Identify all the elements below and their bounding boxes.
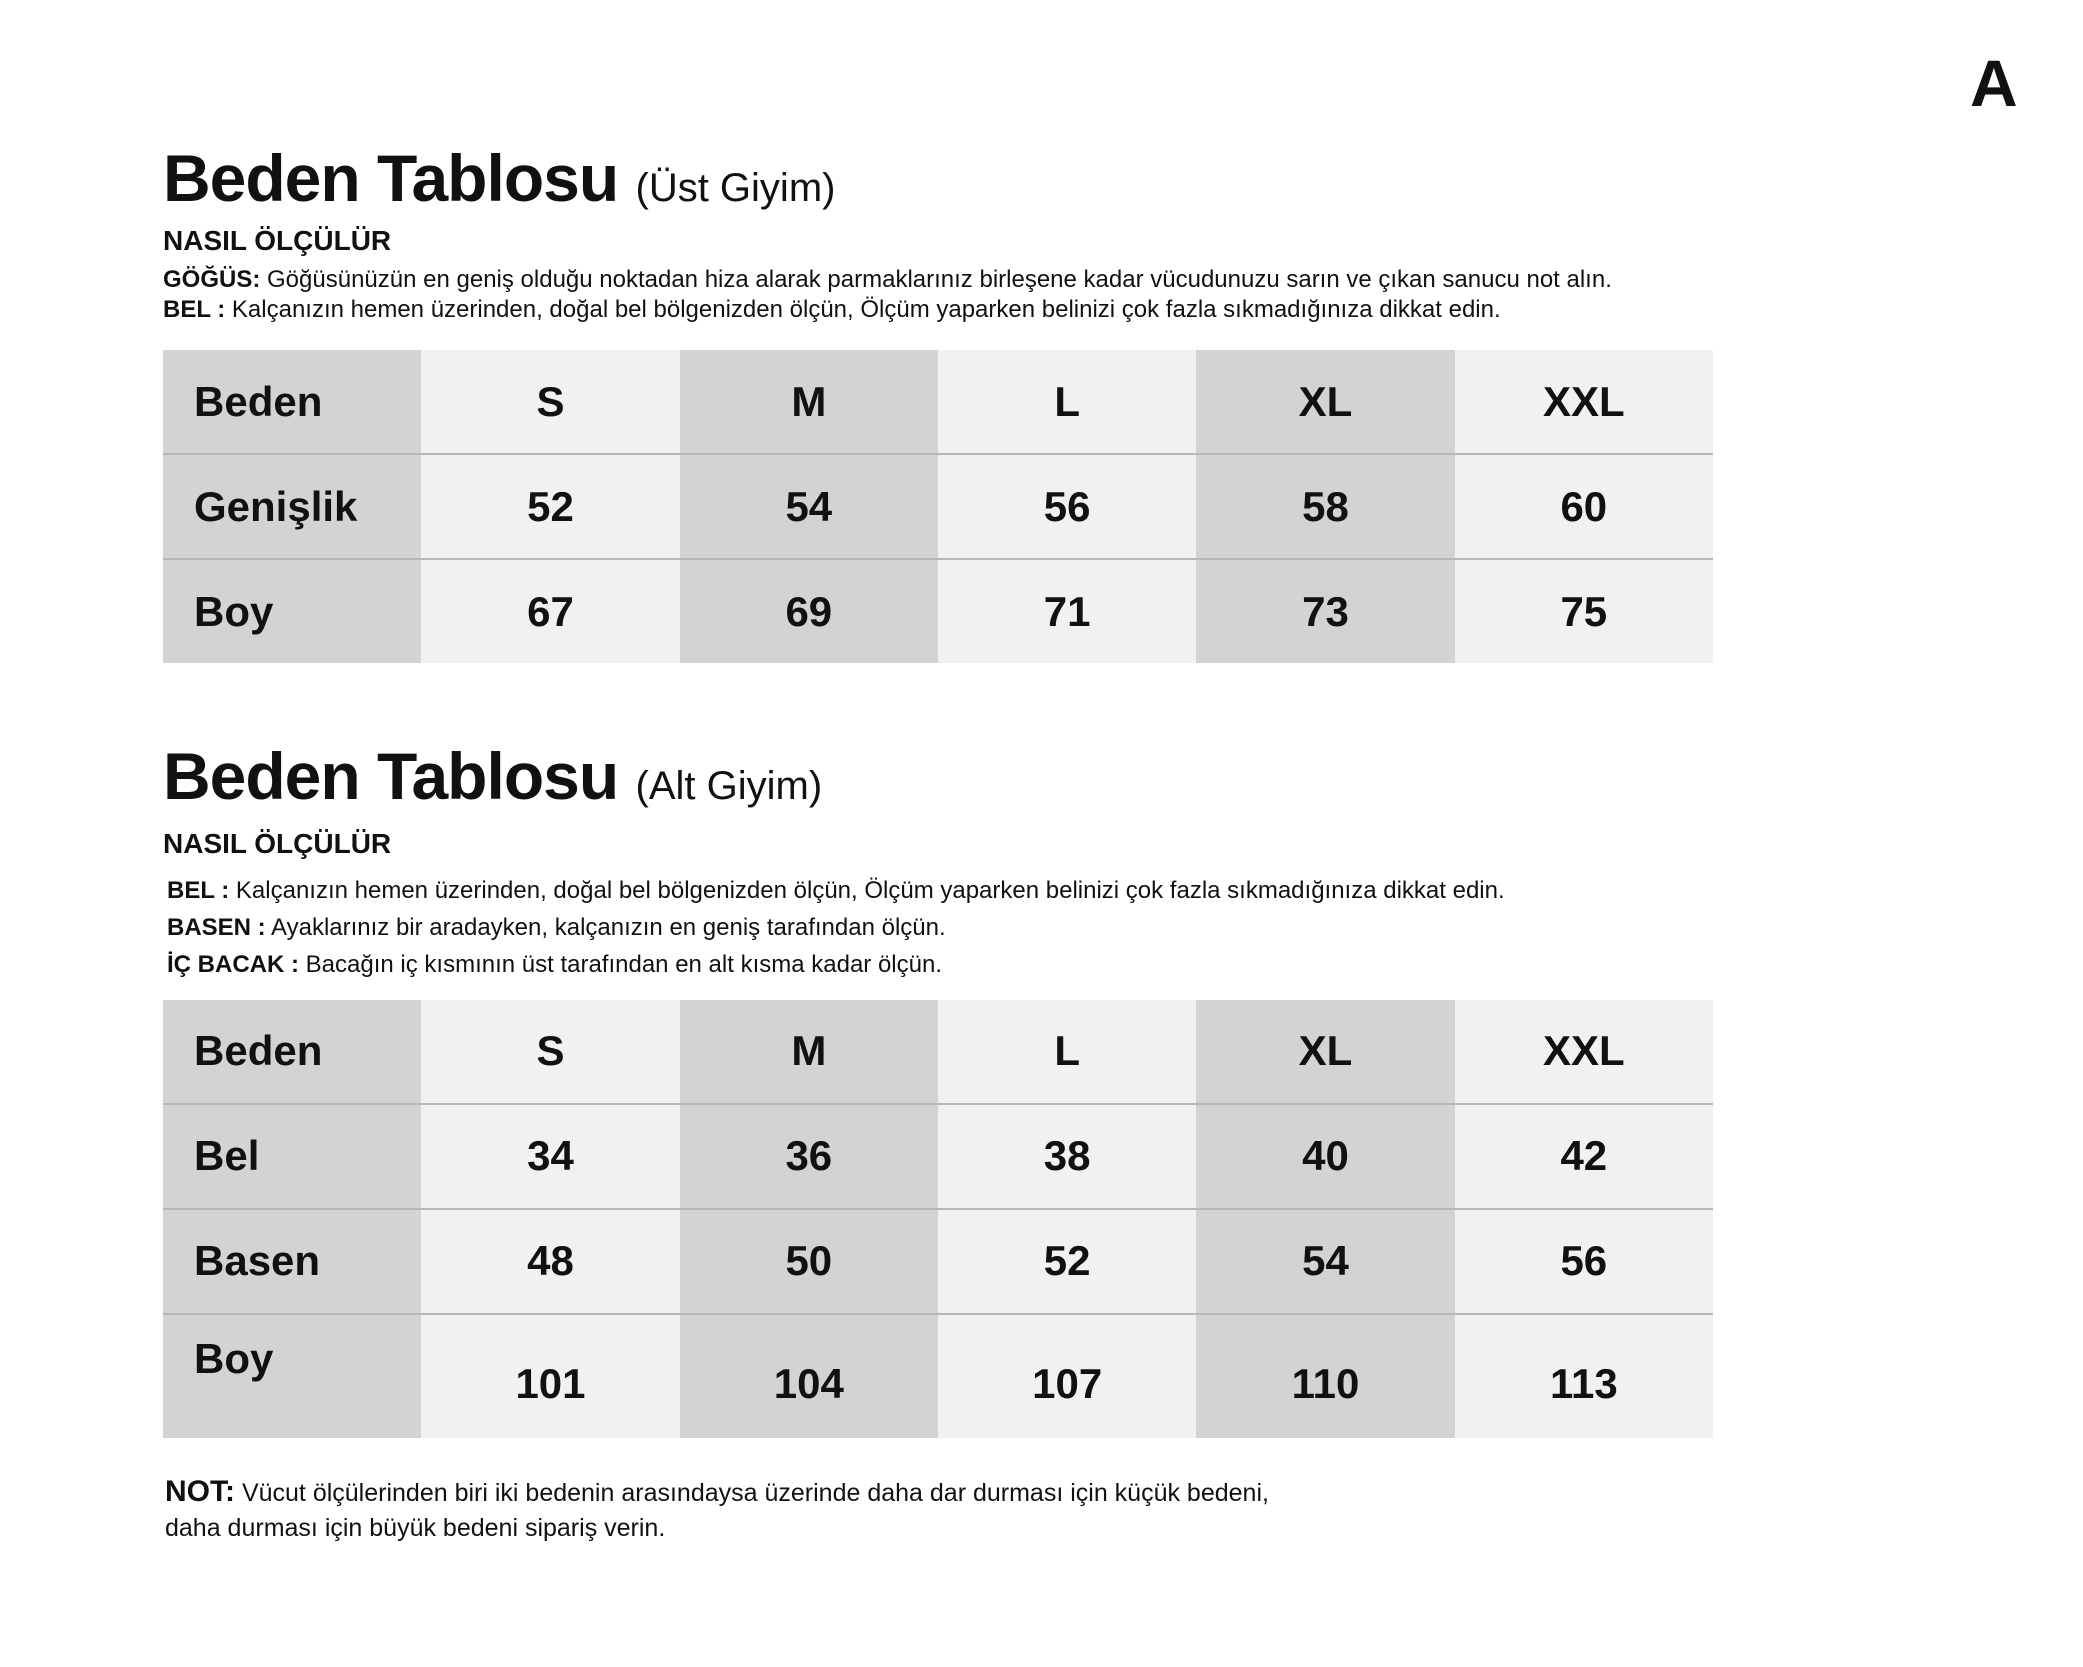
table-cell: 34: [421, 1104, 679, 1209]
instruction-label: BEL :: [163, 296, 226, 323]
table-cell: 36: [680, 1104, 938, 1209]
table-cell: 71: [938, 559, 1196, 663]
instruction-text: Ayaklarınız bir aradayken, kalçanızın en geniş tarafından ölçün.: [265, 914, 946, 942]
title-text: Beden Tablosu: [163, 739, 619, 813]
table-cell: 113: [1455, 1314, 1713, 1438]
how-to-measure-heading: NASIL ÖLÇÜLÜR: [163, 225, 392, 256]
row-label: Genişlik: [163, 454, 421, 559]
title-subtitle: (Alt Giyim): [635, 764, 823, 808]
table-cell: 60: [1455, 454, 1713, 559]
instruction-label: İÇ BACAK :: [167, 951, 299, 979]
instruction-text: Göğüsünüzün en geniş olduğu noktadan hiza alarak parmaklarınız birleşene kadar vücudunuzu sarın ve çıkan sanucu not alın.: [260, 266, 1612, 293]
header-cell: Beden: [163, 350, 421, 454]
table-cell: 73: [1196, 559, 1454, 663]
row-label: Boy: [163, 1314, 421, 1438]
row-label: Basen: [163, 1209, 421, 1314]
header-cell: XL: [1196, 350, 1454, 454]
instruction-label: BEL :: [167, 877, 230, 904]
note-line-2: daha durması için büyük bedeni sipariş verin.: [165, 1513, 666, 1542]
how-to-measure-heading: NASIL ÖLÇÜLÜR: [163, 828, 392, 859]
instruction-text: Kalçanızın hemen üzerinden, doğal bel bölgenizden ölçün, Ölçüm yaparken belinizi çok fazla sıkmadığınıza dikkat edin.: [229, 877, 1505, 904]
header-cell: S: [421, 1000, 679, 1104]
table-cell: 54: [680, 454, 938, 559]
table-cell: 40: [1196, 1104, 1454, 1209]
table-cell: 75: [1455, 559, 1713, 663]
header-cell: M: [680, 1000, 938, 1104]
table-cell: 107: [938, 1314, 1196, 1438]
row-label: Bel: [163, 1104, 421, 1209]
instruction-inseam: [167, 946, 1713, 983]
size-table: [163, 1000, 1713, 1438]
table-header-row: [163, 350, 1713, 454]
instruction-label: GÖĞÜS:: [163, 266, 261, 293]
note-label: NOT:: [165, 1475, 235, 1508]
instruction-chest: [163, 265, 1713, 295]
note-line-1: [165, 1475, 1269, 1508]
table-cell: 52: [421, 454, 679, 559]
size-note: [165, 1472, 1269, 1545]
table-cell: 56: [1455, 1209, 1713, 1314]
table-cell: 38: [938, 1104, 1196, 1209]
header-cell: M: [680, 350, 938, 454]
instruction-waist: [167, 872, 1713, 909]
measure-instructions: [163, 872, 1713, 984]
table-cell: 67: [421, 559, 679, 663]
row-label: Boy: [163, 559, 421, 663]
table-cell: 48: [421, 1209, 679, 1314]
table-cell: 104: [680, 1314, 938, 1438]
header-cell: S: [421, 350, 679, 454]
table-cell: 56: [938, 454, 1196, 559]
header-cell: XXL: [1455, 350, 1713, 454]
note-text: Vücut ölçülerinden biri iki bedenin arasındaysa üzerinde daha dar durması için küçük bedeni,: [235, 1479, 1269, 1507]
table-row: [163, 454, 1713, 559]
measure-instructions: [163, 265, 1713, 325]
table-row: [163, 1209, 1713, 1314]
title-text: Beden Tablosu: [163, 141, 619, 215]
instruction-hip: [167, 909, 1713, 946]
table-row: [163, 1104, 1713, 1209]
size-chart-bottom: [163, 739, 1713, 1438]
table-cell: 69: [680, 559, 938, 663]
size-chart-top: [163, 141, 1713, 663]
instruction-text: Kalçanızın hemen üzerinden, doğal bel bölgenizden ölçün, Ölçüm yaparken belinizi çok fazla sıkmadığınıza dikkat edin.: [225, 296, 1501, 323]
title-subtitle: (Üst Giyim): [635, 166, 836, 210]
table-row: [163, 1314, 1713, 1438]
table-cell: 110: [1196, 1314, 1454, 1438]
table-row: [163, 559, 1713, 663]
table-cell: 101: [421, 1314, 679, 1438]
header-cell: XL: [1196, 1000, 1454, 1104]
instruction-text: Bacağın iç kısmının üst tarafından en alt kısma kadar ölçün.: [299, 951, 942, 979]
brand-logo: A: [1970, 46, 2018, 120]
table-cell: 42: [1455, 1104, 1713, 1209]
section-title: [163, 739, 1713, 813]
table-cell: 50: [680, 1209, 938, 1314]
section-title: [163, 141, 1713, 215]
instruction-label: BASEN :: [167, 914, 266, 942]
table-header-row: [163, 1000, 1713, 1104]
table-cell: 52: [938, 1209, 1196, 1314]
header-cell: L: [938, 350, 1196, 454]
header-cell: XXL: [1455, 1000, 1713, 1104]
header-cell: L: [938, 1000, 1196, 1104]
table-cell: 54: [1196, 1209, 1454, 1314]
instruction-waist: [163, 295, 1713, 325]
size-table: [163, 350, 1713, 663]
table-cell: 58: [1196, 454, 1454, 559]
header-cell: Beden: [163, 1000, 421, 1104]
